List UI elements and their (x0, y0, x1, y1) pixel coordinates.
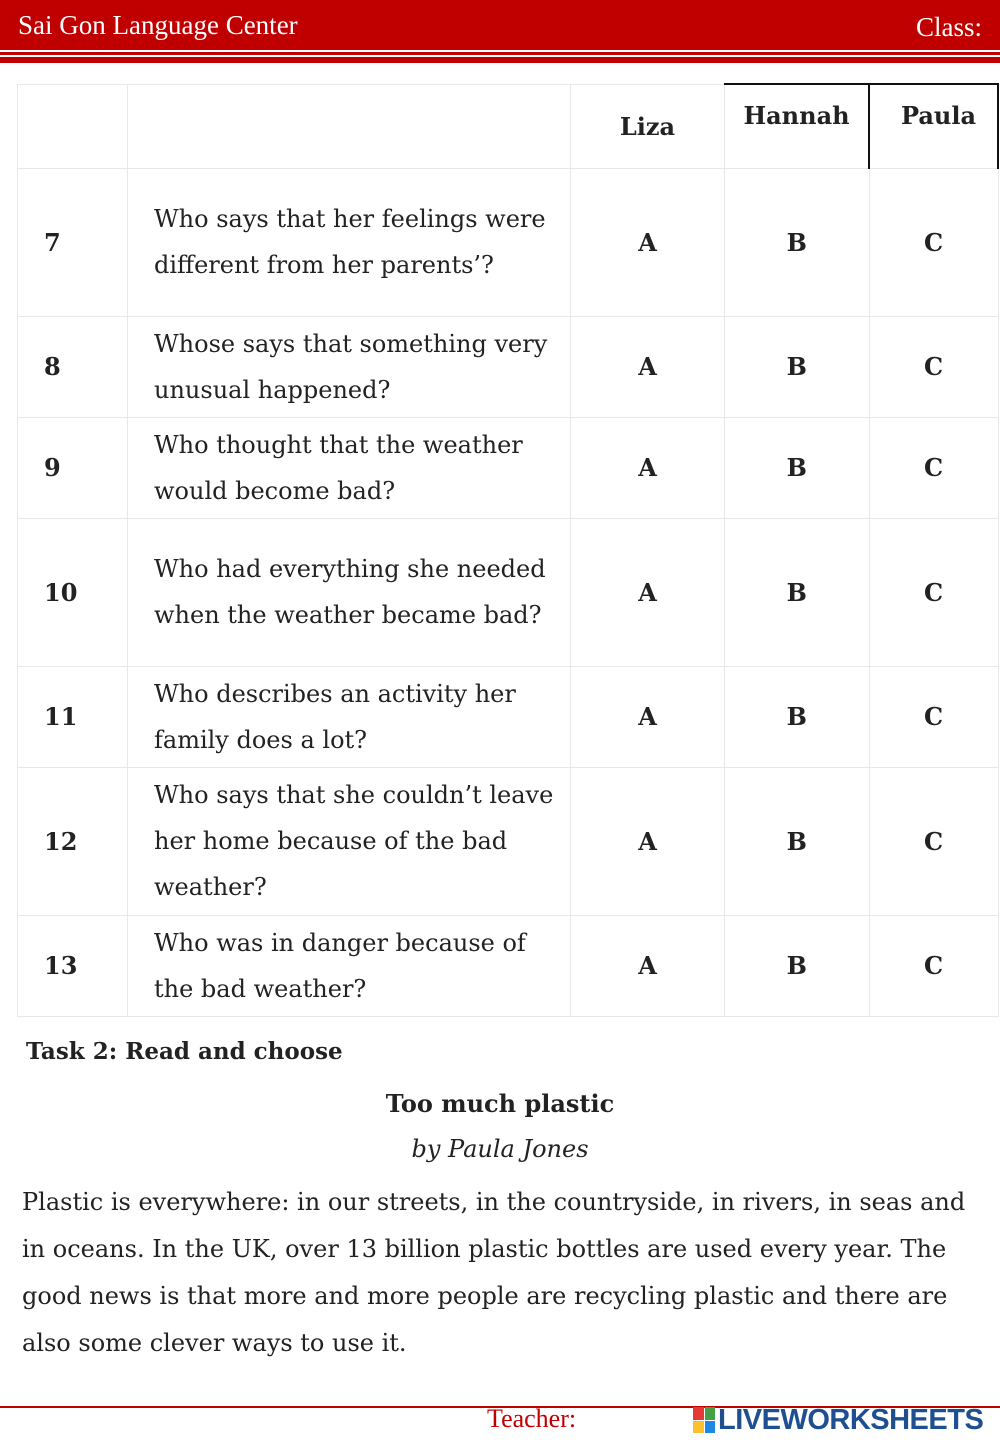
question-number: 9 (18, 417, 128, 518)
option-a[interactable]: A (571, 417, 725, 518)
header-divider-thick (0, 57, 1000, 63)
logo-square (693, 1407, 704, 1420)
table-row (18, 316, 999, 417)
question-text: Who says that her feelings were different from her parents’? (128, 168, 571, 316)
question-number: 8 (18, 316, 128, 417)
header-divider (0, 52, 1000, 55)
option-b[interactable]: B (725, 666, 870, 767)
page-header (0, 0, 1000, 50)
matching-table (17, 83, 999, 1017)
center-name: Sai Gon Language Center (18, 10, 298, 40)
article-byline: by Paula Jones (411, 1135, 589, 1163)
option-c[interactable]: C (869, 417, 998, 518)
logo-square (693, 1421, 704, 1434)
table-row (18, 168, 999, 316)
header-liza: Liza (571, 84, 725, 168)
article-title: Too much plastic (385, 1089, 615, 1118)
teacher-label: Teacher: (487, 1404, 577, 1433)
question-number: 7 (18, 168, 128, 316)
option-b[interactable]: B (725, 767, 870, 915)
question-text: Who was in danger because of the bad weather? (128, 915, 571, 1016)
option-a[interactable]: A (571, 666, 725, 767)
option-c[interactable]: C (869, 767, 998, 915)
liveworksheets-logo (693, 1404, 983, 1436)
header-paula: Paula (869, 84, 998, 168)
option-b[interactable]: B (725, 417, 870, 518)
question-text: Who says that she couldn’t leave her home because of the bad weather? (128, 767, 571, 915)
table-row (18, 915, 999, 1016)
option-b[interactable]: B (725, 518, 870, 666)
header-hannah: Hannah (725, 84, 870, 168)
brand-name: LIVEWORKSHEETS (718, 1403, 984, 1436)
option-a[interactable]: A (571, 518, 725, 666)
option-b[interactable]: B (725, 316, 870, 417)
option-c[interactable]: C (869, 316, 998, 417)
option-a[interactable]: A (571, 767, 725, 915)
table-row (18, 767, 999, 915)
question-number: 11 (18, 666, 128, 767)
question-number: 10 (18, 518, 128, 666)
option-c[interactable]: C (869, 666, 998, 767)
table-header-row (18, 84, 999, 168)
table-row (18, 518, 999, 666)
question-text: Whose says that something very unusual happened? (128, 316, 571, 417)
header-cell-question (128, 84, 571, 168)
option-c[interactable]: C (869, 915, 998, 1016)
option-a[interactable]: A (571, 316, 725, 417)
table-row (18, 666, 999, 767)
header-cell-number (18, 84, 128, 168)
logo-square (705, 1421, 716, 1434)
task2-heading: Task 2: Read and choose (26, 1038, 343, 1065)
question-text: Who had everything she needed when the weather became bad? (128, 518, 571, 666)
liveworksheets-icon (693, 1407, 715, 1433)
option-b[interactable]: B (725, 915, 870, 1016)
question-number: 12 (18, 767, 128, 915)
question-number: 13 (18, 915, 128, 1016)
class-label: Class: (915, 12, 982, 42)
option-a[interactable]: A (571, 168, 725, 316)
article-paragraph: Plastic is everywhere: in our streets, in the countryside, in rivers, in seas and in oceans. In the UK, over 13 billion plastic bottles are used every year. The good news is that more and more people are recycling plastic and there are also some clever ways to use it. (22, 1188, 966, 1357)
question-text: Who thought that the weather would become bad? (128, 417, 571, 518)
question-text: Who describes an activity her family does a lot? (128, 666, 571, 767)
option-c[interactable]: C (869, 168, 998, 316)
logo-square (705, 1407, 716, 1420)
option-b[interactable]: B (725, 168, 870, 316)
option-c[interactable]: C (869, 518, 998, 666)
table-row (18, 417, 999, 518)
option-a[interactable]: A (571, 915, 725, 1016)
